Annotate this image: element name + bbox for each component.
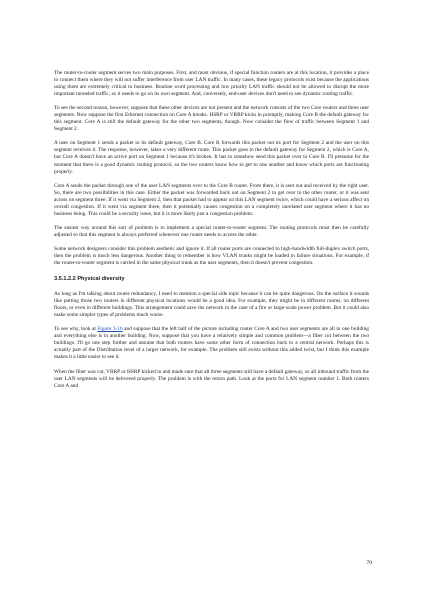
- paragraph: The router-to-router segment serves two main purposes. First, and most obvious, if special function routers are at this location, it provides a place to connect them where they will not suffer interference from user LAN traffic. In many cases, these legacy protocols exist because the applications using them are extremely critical to business. Routine word processing and low priority LAN traffic should not be allowed to disrupt the more important tunneled traffic, so it needs to go on its own segment. And, conversely, end-user devices don't need to see dynamic routing traffic.: [54, 70, 369, 98]
- paragraph: As long as I'm talking about router redundancy, I need to mention a special side topic because it can be quite dangerous. On the surface it sounds like putting those two routers in different physical locations would be a good idea. For example, they might be in different rooms, on different floors, or even in different buildings. This arrangement could save the network in the case of a fire or large-scale power problem. But it could also make some simpler types of problems much worse.: [54, 291, 369, 319]
- paragraph: When the fiber was cut, VRRP or HSRP kicked in and made sure that all three segments still have a default gateway, so all inbound traffic from the user LAN segments will be delivered properly. The problem is with the return path. Look at the ports for LAN segment number 1. Both routers Core A and: [54, 368, 370, 389]
- section-heading: 3.5.1.2.2 Physical diversity: [54, 276, 125, 283]
- paragraph: A user on Segment 1 sends a packet to its default gateway, Core B. Core B forwards this packet out its port for Segment 2 and the user on this segment receives it. The response, however, takes a very different route. This packet goes to the default gateway for Segment 2, which is Core A, but Core A doesn't have an active port on Segment 1 because it's broken. It has to somehow send this packet over to Core B. I'll presume for the moment that there is a good dynamic routing protocol, so the two routers know how to get to one another and know which ports are functioning properly.: [54, 140, 369, 175]
- page-number: 70: [366, 560, 372, 566]
- paragraph: To see the second reason, however, suppose that these other devices are not present and the network consists of the two Core routers and three user segments. Now suppose the first Ethernet connection on Core A breaks. HSRP or VRRP kicks in promptly, making Core B the default gateway for this segment. Core A is still the default gateway for the other two segments, though. Now consider the flow of traffic between Segment 1 and Segment 2.: [54, 105, 369, 133]
- paragraph: Some network designers consider this problem aesthetic and ignore it. If all router ports are connected to high-bandwidth full-duplex switch ports, then the problem is much less dangerous. Another thing to remember is how VLAN trunks might be loaded in failure situations. For example, if the router-to-router segment is carried in the same physical trunk as the user segments, then it doesn't prevent congestion.: [54, 245, 369, 267]
- paragraph-text-after-link: and suppose that the left half of the picture including router Core A and two user segments are all in one building and everything else is in another building. Now, suppose that you have a relatively simple and common problem—a fiber cut between the two buildings. I'll go one step further and assume that both routers have some other form of connection back to a central network. Perhaps this is actually part of the Distribution level of a larger network, for example. The problem still exists without this added twist, but I think this example makes it a little easier to see it.: [54, 326, 369, 361]
- paragraph-with-figure-link: [54, 326, 369, 361]
- paragraph: Core A sends the packet through one of the user LAN segments over to the Core B router. From there, it is sent out and received by the right user. So, there are two possibilities in this case. Either the packet was forwarded back out on Segment 2 to get over to the other router, or it was sent across on segment three. If it went via Segment 2, then that packet had to appear on this LAN segment twice, which could have a serious affect on overall congestion. If it went via segment three, then it potentially causes congestion on a completely unrelated user segment where it has no business being. This could be a security issue, but it is more likely just a congestion problem.: [54, 182, 369, 217]
- paragraph-text-before-link: To see why, look at: [54, 326, 98, 333]
- figure-link[interactable]: Figure 3-16: [97, 326, 123, 333]
- page-body: [54, 70, 369, 397]
- paragraph: The easiest way around this sort of problem is to implement a special router-to-router segment. The routing protocols must then be carefully adjusted so that this segment is always preferred whenever one router needs to access the other.: [54, 224, 369, 238]
